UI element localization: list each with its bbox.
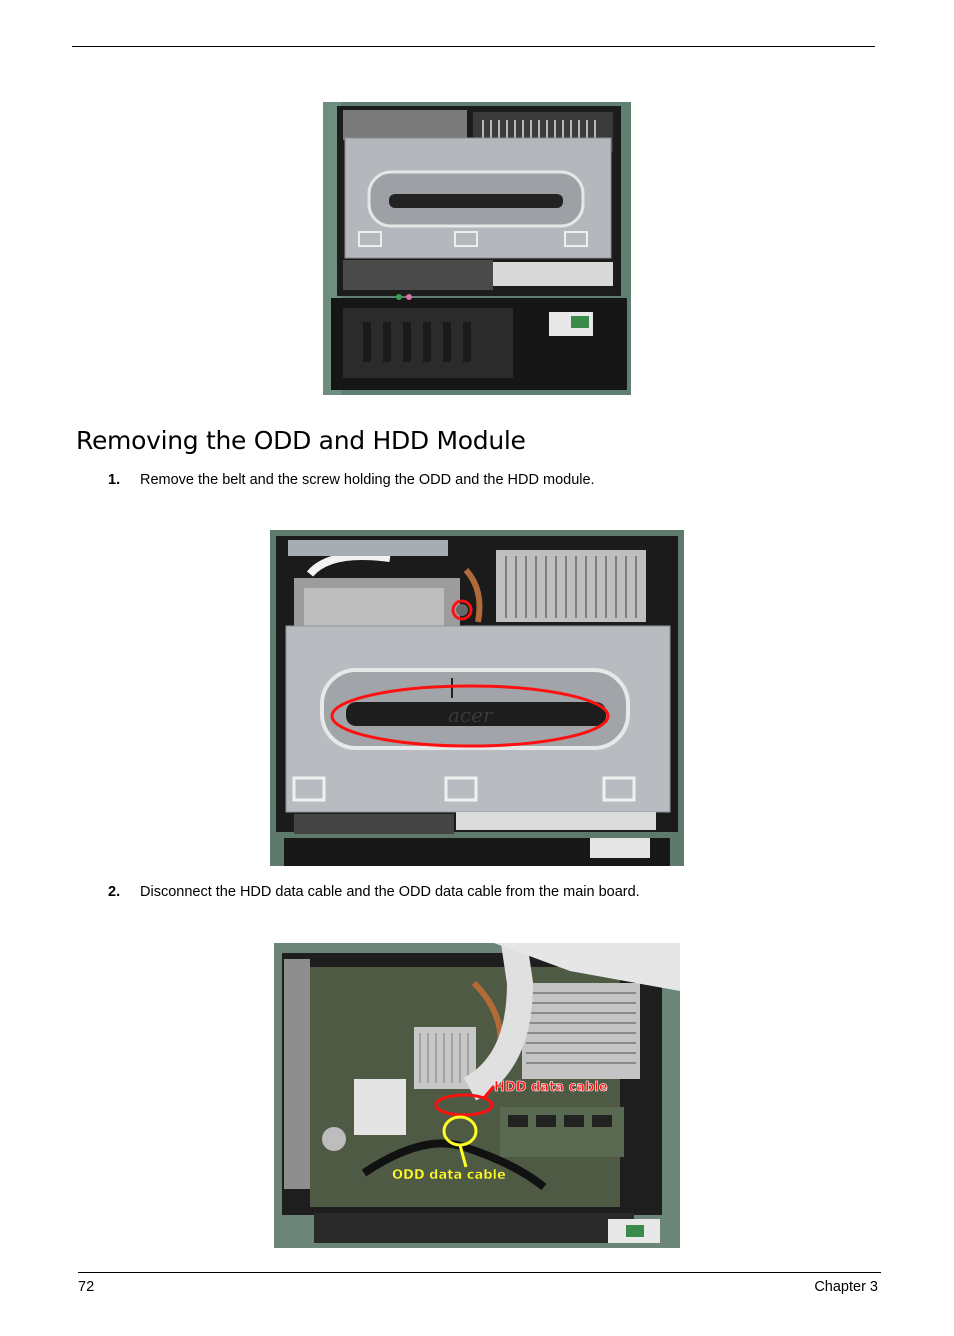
page-number: 72	[78, 1279, 95, 1295]
acer-logo: acer	[448, 703, 493, 727]
step-1	[108, 472, 595, 488]
photo-belt-and-screw	[270, 530, 684, 866]
section-heading: Removing the ODD and HDD Module	[76, 426, 526, 455]
hdd-cable-label: HDD data cable	[494, 1080, 608, 1095]
step-1-number: 1.	[108, 472, 121, 488]
chapter-label: Chapter 3	[814, 1279, 878, 1295]
step-2	[108, 884, 640, 900]
header-rule	[72, 46, 875, 47]
step-2-number: 2.	[108, 884, 121, 900]
step-2-text: Disconnect the HDD data cable and the ODD data cable from the main board.	[140, 884, 640, 900]
step-1-text: Remove the belt and the screw holding the ODD and the HDD module.	[140, 472, 595, 488]
odd-cable-label: ODD data cable	[392, 1168, 506, 1183]
footer-rule	[78, 1272, 881, 1273]
photo-chassis-opened	[323, 102, 631, 395]
photo-data-cables	[274, 943, 680, 1248]
